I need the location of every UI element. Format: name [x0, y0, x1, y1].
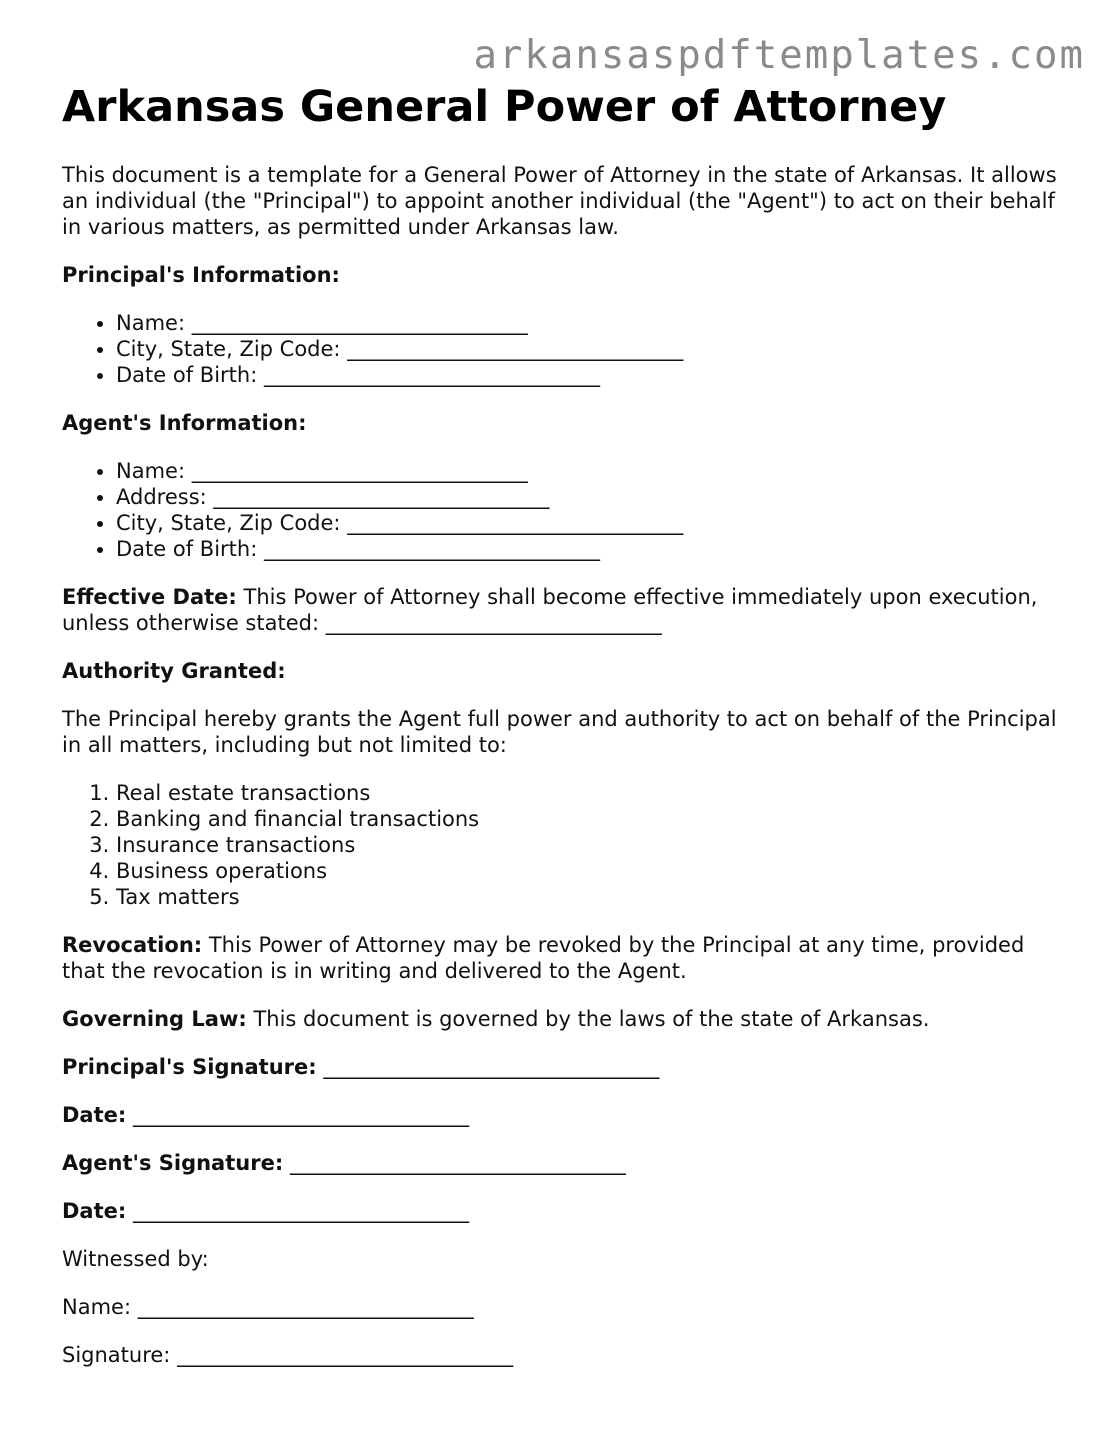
fill-in-blank[interactable]: ________________________________ — [347, 337, 684, 361]
fill-in-blank[interactable]: ________________________________ — [177, 1343, 514, 1367]
principal-signature-line — [62, 1054, 1062, 1080]
governing-law-text: This document is governed by the laws of the state of Arkansas. — [253, 1007, 930, 1031]
agent-date-line — [62, 1198, 1062, 1224]
fill-in-blank[interactable]: ________________________________ — [191, 311, 528, 335]
fill-in-blank[interactable]: ________________________________ — [191, 459, 528, 483]
field-label: City, State, Zip Code: — [116, 511, 341, 535]
agent-signature-line — [62, 1150, 1062, 1176]
revocation-label: Revocation: — [62, 933, 203, 957]
authority-paragraph: The Principal hereby grants the Agent full power and authority to act on behalf of the Principal in all matters, including but not limited to: — [62, 707, 1057, 757]
list-item — [116, 510, 1062, 536]
fill-in-blank[interactable]: ________________________________ — [137, 1295, 474, 1319]
list-item — [116, 362, 1062, 388]
watermark: arkansaspdftemplates.com — [473, 33, 1085, 78]
fill-in-blank[interactable]: ________________________________ — [132, 1103, 469, 1127]
witness-signature-line — [62, 1342, 1062, 1368]
list-item: 3. Insurance transactions — [116, 832, 1062, 858]
field-label: City, State, Zip Code: — [116, 337, 341, 361]
field-label: Date of Birth: — [116, 363, 258, 387]
list-item — [116, 310, 1062, 336]
principal-date-line — [62, 1102, 1062, 1128]
list-item — [116, 458, 1062, 484]
effective-date-label: Effective Date: — [62, 585, 237, 609]
list-item: 5. Tax matters — [116, 884, 1062, 910]
governing-law-paragraph — [62, 1006, 1062, 1032]
revocation-text: This Power of Attorney may be revoked by the Principal at any time, provided that the revocation is in writing and delivered to the Agent. — [62, 933, 1025, 983]
field-label: Address: — [116, 485, 207, 509]
witnessed-by-label: Witnessed by: — [62, 1247, 209, 1271]
field-label: Name: — [116, 459, 186, 483]
fill-in-blank[interactable]: ________________________________ — [323, 1055, 660, 1079]
agent-info-list — [62, 458, 1062, 562]
authority-list — [62, 780, 1062, 910]
agent-info-heading: Agent's Information: — [62, 411, 307, 435]
fill-in-blank[interactable]: ________________________________ — [347, 511, 684, 535]
list-item — [116, 336, 1062, 362]
fill-in-blank[interactable]: ________________________________ — [289, 1151, 626, 1175]
authority-heading: Authority Granted: — [62, 659, 286, 683]
list-item — [116, 484, 1062, 510]
fill-in-blank[interactable]: ________________________________ — [263, 363, 600, 387]
field-label: Date of Birth: — [116, 537, 258, 561]
revocation-paragraph — [62, 932, 1062, 984]
intro-paragraph: This document is a template for a General Power of Attorney in the state of Arkansas. It allows an individual (the "Principal") to appoint another individual (the "Agent") to act on their behalf in various matters, as permitted under Arkansas law. — [62, 163, 1057, 239]
principal-date-label: Date: — [62, 1103, 127, 1127]
effective-date-text: This Power of Attorney shall become effective immediately upon execution, unless otherwise stated: — [62, 585, 1038, 635]
fill-in-blank[interactable]: ________________________________ — [325, 611, 662, 635]
list-item: 1. Real estate transactions — [116, 780, 1062, 806]
list-item: 4. Business operations — [116, 858, 1062, 884]
principal-signature-label: Principal's Signature: — [62, 1055, 317, 1079]
witness-signature-label: Signature: — [62, 1343, 171, 1367]
effective-date-paragraph — [62, 584, 1062, 636]
principal-info-list — [62, 310, 1062, 388]
fill-in-blank[interactable]: ________________________________ — [132, 1199, 469, 1223]
list-item: 2. Banking and financial transactions — [116, 806, 1062, 832]
witness-name-line — [62, 1294, 1062, 1320]
principal-info-heading: Principal's Information: — [62, 263, 340, 287]
document-title: Arkansas General Power of Attorney — [62, 82, 947, 132]
fill-in-blank[interactable]: ________________________________ — [213, 485, 550, 509]
document-page — [62, 80, 1062, 1368]
fill-in-blank[interactable]: ________________________________ — [263, 537, 600, 561]
agent-date-label: Date: — [62, 1199, 127, 1223]
list-item — [116, 536, 1062, 562]
witness-name-label: Name: — [62, 1295, 132, 1319]
field-label: Name: — [116, 311, 186, 335]
agent-signature-label: Agent's Signature: — [62, 1151, 284, 1175]
governing-law-label: Governing Law: — [62, 1007, 247, 1031]
